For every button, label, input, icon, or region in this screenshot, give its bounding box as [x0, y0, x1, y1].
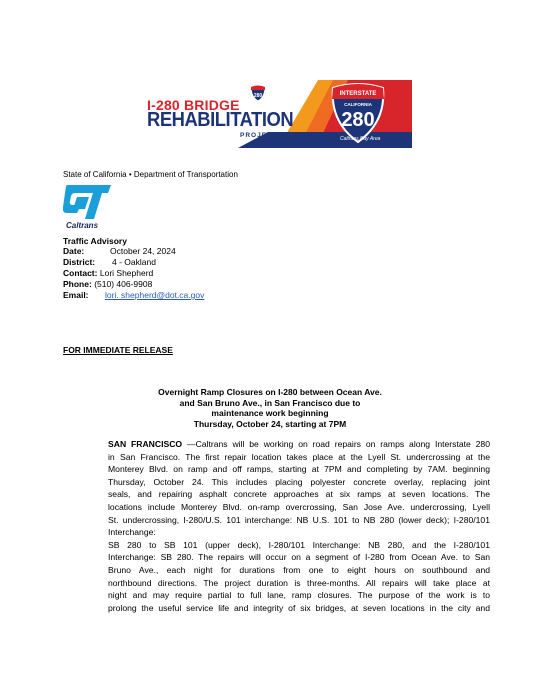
- headline: [110, 387, 430, 429]
- body-line: Bruno Ave., each night for durations from one to eight hours on southbound and: [108, 564, 490, 575]
- body-line: locations include Monterey Blvd. on-ramp overcrossing, San Jose Ave. undercrossing, Lyell: [108, 501, 490, 512]
- advisory-district-row: [63, 257, 156, 267]
- shield-state-label: CALIFORNIA: [344, 102, 372, 107]
- dateline: SAN FRANCISCO: [108, 439, 183, 449]
- contact-label: Contact:: [63, 268, 98, 278]
- body-line: northbound directions. The project duration is three-months. All repairs will take place at: [108, 577, 490, 588]
- district-value: 4 - Oakland: [112, 257, 156, 267]
- small-shield-number: 280: [253, 93, 263, 99]
- interstate-280-shield-icon: [328, 82, 388, 144]
- contact-value: Lori Shepherd: [99, 268, 154, 278]
- banner-title-line2: REHABILITATION: [147, 109, 294, 131]
- body-line: seals, and repairing asphalt concrete approaches at six ramps at seven locations. The: [108, 489, 490, 500]
- headline-line: Thursday, October 24, starting at 7PM: [193, 418, 347, 429]
- caltrans-ct-logo-icon: [63, 183, 113, 221]
- release-label: FOR IMMEDIATE RELEASE: [63, 345, 173, 355]
- body-line: SAN FRANCISCO —Caltrans will be working on road repairs on ramps along Interstate 280: [108, 439, 490, 449]
- body-line: SB 280 to SB 101 (upper deck), I-280/101 Interchange: NB 280, and the I-280/101: [108, 539, 490, 550]
- shield-number: 280: [341, 109, 375, 131]
- advisory-email-row: [63, 290, 204, 300]
- banner-title-line1: I-280 BRIDGE: [147, 97, 240, 113]
- phone-value: (510) 406-9908: [94, 279, 153, 289]
- body-line: Monterey Blvd. on ramp and off ramps, starting at 7PM and completing by 7AM. beginning: [108, 464, 490, 475]
- body-line: prolong the useful service life and integrity of six bridges, at seven locations in the city and: [108, 602, 490, 613]
- advisory-date-row: [63, 246, 176, 256]
- headline-line: and San Bruno Ave., in San Francisco due to: [179, 397, 361, 408]
- body-line: Thursday, October 24. This includes placing polyester concrete overlay, replacing joint: [108, 476, 490, 487]
- district-label: District:: [63, 257, 96, 267]
- body-text: [108, 438, 490, 614]
- phone-label: Phone:: [63, 279, 92, 289]
- agency-line: State of California • Department of Transportation: [63, 170, 238, 179]
- headline-line: maintenance work beginning: [211, 408, 329, 418]
- email-label: Email:: [63, 290, 89, 300]
- advisory-title: Traffic Advisory: [63, 236, 127, 246]
- shield-top-label: INTERSTATE: [339, 91, 377, 97]
- headline-line: Overnight Ramp Closures on I-280 between Ocean Ave.: [158, 387, 382, 397]
- date-value: October 24, 2024: [110, 246, 176, 256]
- body-line: St. undercrossing, I-280/U.S. 101 interchange: NB U.S. 101 to NB 280 (lower deck); I-280/101: [108, 514, 490, 525]
- email-link[interactable]: lori. shepherd@dot.ca.gov: [105, 290, 205, 300]
- advisory-contact-row: [63, 268, 153, 278]
- body-line: Interchange: SB 280. The repairs will occur on a segment of I-280 from Ocean Ave. to San: [108, 552, 490, 563]
- body-line: Interchange:: [108, 527, 156, 538]
- project-banner: [128, 80, 412, 148]
- advisory-phone-row: [63, 279, 152, 289]
- body-line: in San Francisco. The first repair location takes place at the Lyell St. undercrossing at the: [108, 451, 490, 462]
- body-line: night and may require partial to full lane, ramp closures. The purpose of the work is to: [108, 590, 490, 601]
- caltrans-wordmark: Caltrans: [66, 221, 99, 230]
- banner-title-line3: PROJECT: [240, 132, 278, 139]
- date-label: Date:: [63, 246, 85, 256]
- banner-partner-label: Caltrans Bay Area: [340, 136, 381, 142]
- small-interstate-shield-icon: [249, 84, 267, 102]
